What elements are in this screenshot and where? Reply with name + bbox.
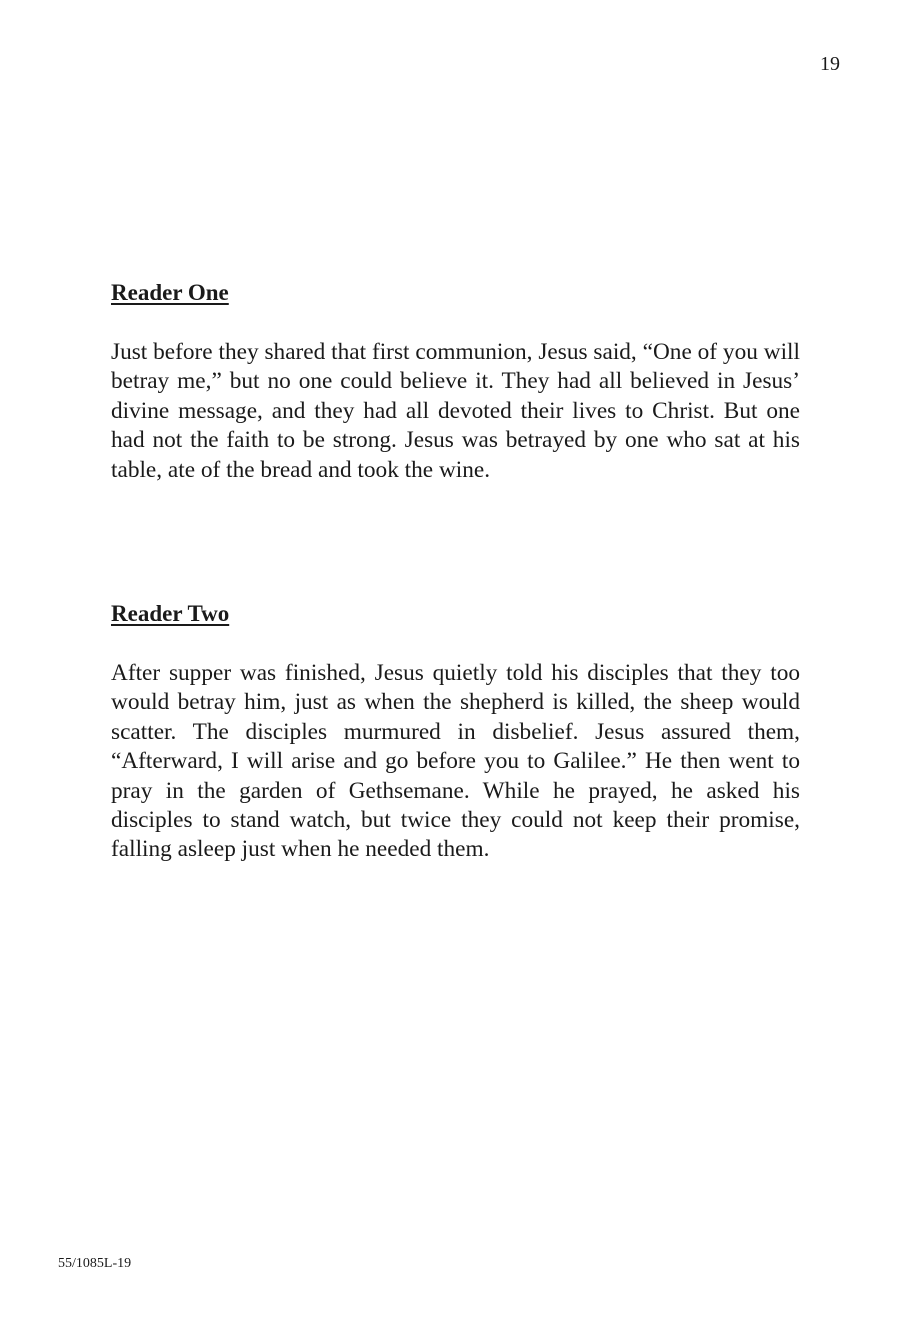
page-number: 19 [820,53,840,75]
section-heading-reader-one: Reader One [111,280,229,305]
section-reader-one [111,279,800,485]
section-reader-two [111,600,800,865]
section-heading-reader-two: Reader Two [111,601,230,626]
footer-document-code: 55/1085L-19 [58,1256,132,1271]
section-paragraph-reader-two: After supper was finished, Jesus quietly told his disciples that they too would betray him, just as when the shepherd is killed, the sheep would scatter. The disciples murmured in disbelief. Jesus assured them, “Afterward, I will arise and go before you to Galilee.” He then went to pray in the garden of Gethsemane. While he prayed, he asked his disciples to stand watch, but twice they could not keep their promise, falling asleep just when he needed them. [111,660,800,863]
section-paragraph-reader-one: Just before they shared that first communion, Jesus said, “One of you will betray me,” but no one could believe it. They had all believed in Jesus’ divine message, and they had all devoted their lives to Christ. But one had not the faith to be strong. Jesus was betrayed by one who sat at his table, ate of the bread and took the wine. [111,339,800,483]
